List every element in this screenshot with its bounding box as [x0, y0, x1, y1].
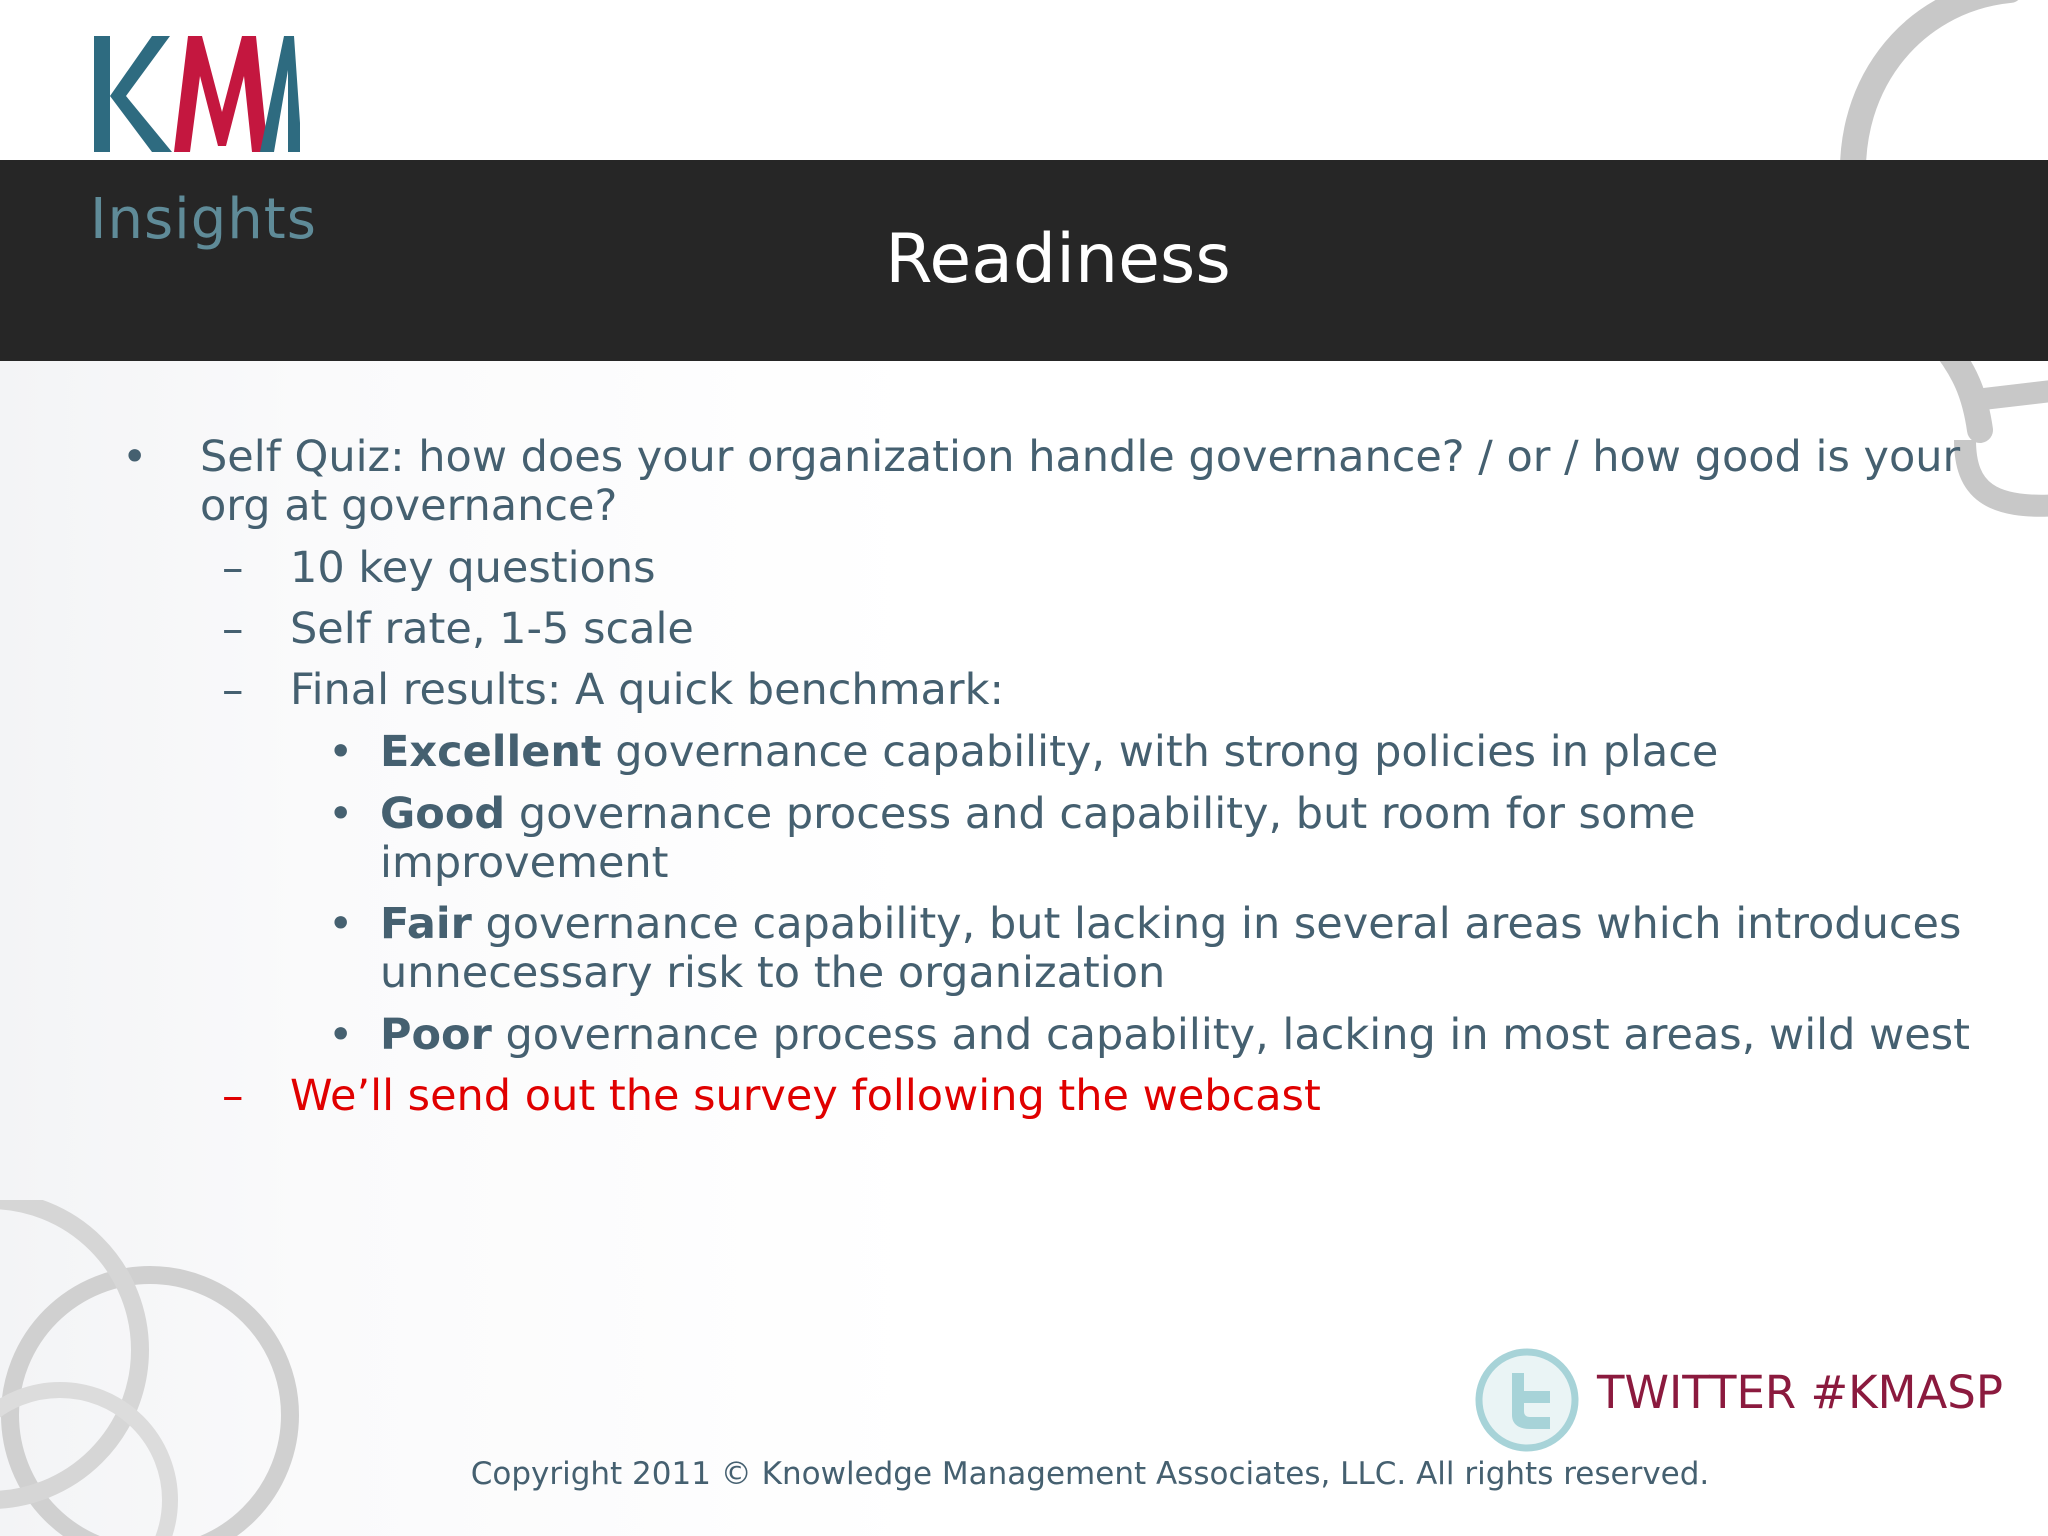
slide-title: Readiness	[885, 220, 1231, 299]
level-fair	[380, 899, 1961, 949]
level-description: governance capability, with strong policies in place	[601, 727, 1719, 777]
level-good-continuation: improvement	[380, 838, 669, 888]
kma-logo	[90, 30, 317, 252]
sub-bullet-scale: Self rate, 1-5 scale	[290, 604, 694, 654]
bullet-main-line2: org at governance?	[200, 481, 618, 531]
level-description: governance process and capability, but room for some	[505, 789, 1696, 839]
survey-note: We’ll send out the survey following the webcast	[290, 1071, 1321, 1121]
level-excellent	[380, 727, 1718, 777]
level-name: Excellent	[380, 727, 602, 777]
logo-tagline: Insights	[90, 187, 317, 252]
dash-marker-red: –	[222, 1071, 244, 1121]
kma-logo-letters	[90, 30, 300, 158]
bullet-marker: •	[122, 432, 148, 482]
bullet-main-line1: Self Quiz: how does your organization handle governance? / or / how good is your	[200, 432, 1961, 482]
dash-marker: –	[222, 665, 244, 715]
level-name: Fair	[380, 899, 472, 949]
level-poor	[380, 1010, 1970, 1060]
level-name: Good	[380, 789, 506, 839]
level-fair-continuation: unnecessary risk to the organization	[380, 948, 1166, 998]
level-bullet-marker: •	[328, 1010, 354, 1060]
level-bullet-marker: •	[328, 727, 354, 777]
level-description: governance process and capability, lacking in most areas, wild west	[491, 1010, 1970, 1060]
level-name: Poor	[380, 1010, 492, 1060]
dash-marker: –	[222, 604, 244, 654]
copyright-notice: Copyright 2011 © Knowledge Management Associates, LLC. All rights reserved.	[470, 1456, 1710, 1492]
twitter-hashtag: TWITTER #KMASP	[1597, 1366, 2003, 1419]
level-bullet-marker: •	[328, 899, 354, 949]
dash-marker: –	[222, 543, 244, 593]
twitter-icon[interactable]	[1472, 1345, 1582, 1455]
level-description: governance capability, but lacking in several areas which introduces	[471, 899, 1962, 949]
level-bullet-marker: •	[328, 789, 354, 839]
sub-bullet-questions: 10 key questions	[290, 543, 656, 593]
level-good	[380, 789, 1696, 839]
sub-bullet-results: Final results: A quick benchmark:	[290, 665, 1004, 715]
